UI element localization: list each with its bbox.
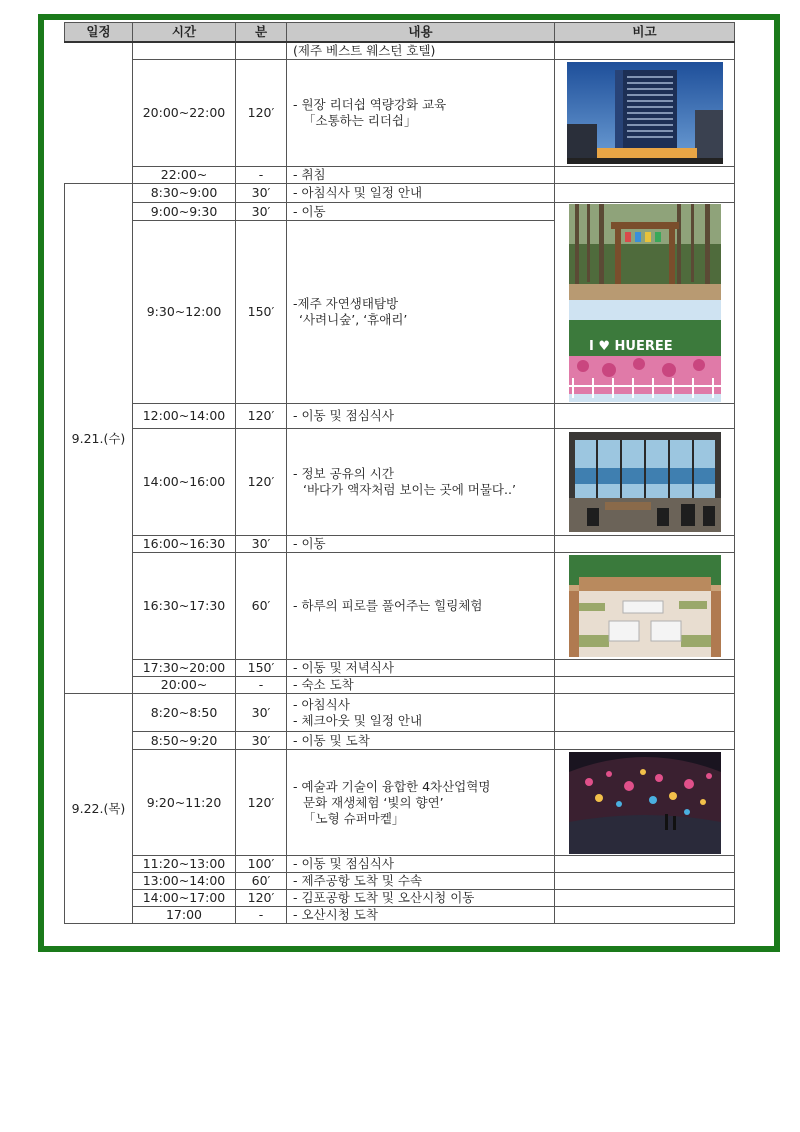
content-cell	[287, 694, 555, 732]
time-cell: 16:30~17:30	[133, 553, 236, 660]
content-line: - 체크아웃 및 일정 안내	[293, 712, 423, 728]
minutes-cell: 60′	[236, 553, 287, 660]
table-row	[65, 536, 735, 553]
note-cell	[555, 694, 735, 732]
note-cell	[555, 873, 735, 890]
content-cell	[287, 873, 555, 890]
note-cell	[555, 60, 735, 167]
minutes-cell: 120′	[236, 404, 287, 429]
hueree-sign: I ♥ HUEREE	[588, 339, 673, 354]
date-cell-day1-evening	[65, 42, 133, 184]
header-note: 비고	[555, 23, 735, 43]
minutes-cell: -	[236, 677, 287, 694]
content-cell	[287, 203, 555, 221]
healing-room-photo	[569, 555, 721, 657]
note-cell	[555, 536, 735, 553]
note-cell	[555, 203, 735, 404]
minutes-cell: 60′	[236, 873, 287, 890]
table-row	[65, 873, 735, 890]
table-row	[65, 732, 735, 750]
content-line: - 예술과 기술이 융합한 4차산업혁명	[293, 778, 491, 794]
date-cell-day1: 9.21.(수)	[65, 184, 133, 694]
time-cell: 8:30~9:00	[133, 184, 236, 203]
forest-photo	[569, 204, 721, 300]
content-line: - 제주공항 도착 및 수속	[293, 873, 423, 888]
time-cell: 20:00~22:00	[133, 60, 236, 167]
content-line: ‘바다가 액자처럼 보이는 곳에 머물다..’	[303, 482, 516, 497]
time-cell: 11:20~13:00	[133, 856, 236, 873]
note-cell	[555, 429, 735, 536]
table-row	[65, 907, 735, 924]
minutes-cell: -	[236, 167, 287, 184]
minutes-cell: 30′	[236, 694, 287, 732]
minutes-cell: 150′	[236, 660, 287, 677]
content-line: -제주 자연생태탐방	[293, 296, 399, 311]
minutes-cell: 120′	[236, 750, 287, 856]
header-time: 시간	[133, 23, 236, 43]
time-cell: 20:00~	[133, 677, 236, 694]
content-cell	[287, 856, 555, 873]
time-cell: 13:00~14:00	[133, 873, 236, 890]
content-cell	[287, 732, 555, 750]
minutes-cell: 30′	[236, 536, 287, 553]
table-row	[65, 553, 735, 660]
table-row	[65, 60, 735, 167]
minutes-cell: -	[236, 907, 287, 924]
note-cell	[555, 660, 735, 677]
table-row	[65, 694, 735, 732]
minutes-cell: 120′	[236, 429, 287, 536]
table-row	[65, 856, 735, 873]
note-cell	[555, 553, 735, 660]
note-cell	[555, 907, 735, 924]
minutes-cell: 120′	[236, 890, 287, 907]
content-line: 「노형 슈퍼마켙」	[303, 810, 405, 826]
content-line: - 하루의 피로를 풀어주는 힐링체험	[293, 598, 483, 613]
cafe-photo	[569, 432, 721, 532]
content-line: - 아침식사	[293, 696, 350, 712]
time-cell: 9:30~12:00	[133, 221, 236, 404]
time-cell: 9:00~9:30	[133, 203, 236, 221]
table-row	[65, 890, 735, 907]
table-row	[65, 660, 735, 677]
content-line: - 오산시청 도착	[293, 907, 378, 922]
minutes-cell: 120′	[236, 60, 287, 167]
content-cell	[287, 907, 555, 924]
content-cell	[287, 167, 555, 184]
content-line: - 취침	[293, 167, 326, 182]
time-cell: 14:00~17:00	[133, 890, 236, 907]
note-cell	[555, 677, 735, 694]
note-cell	[555, 856, 735, 873]
note-cell	[555, 404, 735, 429]
minutes-cell	[236, 42, 287, 60]
time-cell: 17:00	[133, 907, 236, 924]
content-line: - 이동 및 점심식사	[293, 408, 394, 423]
header-row	[65, 23, 735, 43]
table-row	[65, 750, 735, 856]
minutes-cell: 100′	[236, 856, 287, 873]
table-row	[65, 42, 735, 60]
table-row	[65, 404, 735, 429]
note-cell	[555, 167, 735, 184]
content-line: - 원장 리더쉽 역량강화 교육	[293, 97, 447, 112]
time-cell: 8:50~9:20	[133, 732, 236, 750]
content-cell	[287, 221, 555, 404]
table-row	[65, 184, 735, 203]
date-cell-day2: 9.22.(목)	[65, 694, 133, 924]
note-cell	[555, 732, 735, 750]
time-cell: 14:00~16:00	[133, 429, 236, 536]
minutes-cell: 30′	[236, 184, 287, 203]
time-cell	[133, 42, 236, 60]
content-cell	[287, 60, 555, 167]
table-row	[65, 429, 735, 536]
content-line: (제주 베스트 웨스턴 호텔)	[293, 43, 436, 58]
content-cell	[287, 536, 555, 553]
content-line: ‘사려니숲’, ‘휴애리’	[299, 312, 408, 327]
content-line: - 정보 공유의 시간	[293, 466, 394, 481]
content-cell	[287, 750, 555, 856]
header-date: 일정	[65, 23, 133, 43]
table-row	[65, 677, 735, 694]
light-art-photo	[569, 752, 721, 854]
hueree-photo	[569, 300, 721, 402]
minutes-cell: 30′	[236, 732, 287, 750]
content-line: - 이동	[293, 203, 326, 219]
time-cell: 16:00~16:30	[133, 536, 236, 553]
time-cell: 17:30~20:00	[133, 660, 236, 677]
time-cell: 12:00~14:00	[133, 404, 236, 429]
content-line: - 이동 및 도착	[293, 732, 370, 748]
content-cell	[287, 404, 555, 429]
note-cell	[555, 750, 735, 856]
note-cell	[555, 184, 735, 203]
content-line: 「소통하는 리더쉽」	[303, 113, 417, 128]
hotel-photo	[567, 62, 723, 164]
content-cell	[287, 660, 555, 677]
content-cell	[287, 553, 555, 660]
note-cell	[555, 42, 735, 60]
time-cell: 8:20~8:50	[133, 694, 236, 732]
content-cell	[287, 42, 555, 60]
content-line: - 김포공항 도착 및 오산시청 이동	[293, 890, 475, 905]
content-line: - 이동	[293, 536, 326, 551]
time-cell: 9:20~11:20	[133, 750, 236, 856]
content-line: - 이동 및 저녁식사	[293, 660, 394, 675]
schedule-table	[64, 22, 735, 924]
minutes-cell: 30′	[236, 203, 287, 221]
header-minutes: 분	[236, 23, 287, 43]
content-line: - 이동 및 점심식사	[293, 856, 394, 871]
time-cell: 22:00~	[133, 167, 236, 184]
table-row	[65, 203, 735, 221]
minutes-cell: 150′	[236, 221, 287, 404]
content-line: 문화 재생체험 ‘빛의 향연’	[303, 794, 444, 810]
note-cell	[555, 890, 735, 907]
content-line: - 아침식사 및 일정 안내	[293, 185, 423, 200]
header-content: 내용	[287, 23, 555, 43]
content-cell	[287, 890, 555, 907]
content-line: - 숙소 도착	[293, 677, 354, 692]
content-cell	[287, 429, 555, 536]
content-cell	[287, 677, 555, 694]
content-cell	[287, 184, 555, 203]
table-row	[65, 167, 735, 184]
